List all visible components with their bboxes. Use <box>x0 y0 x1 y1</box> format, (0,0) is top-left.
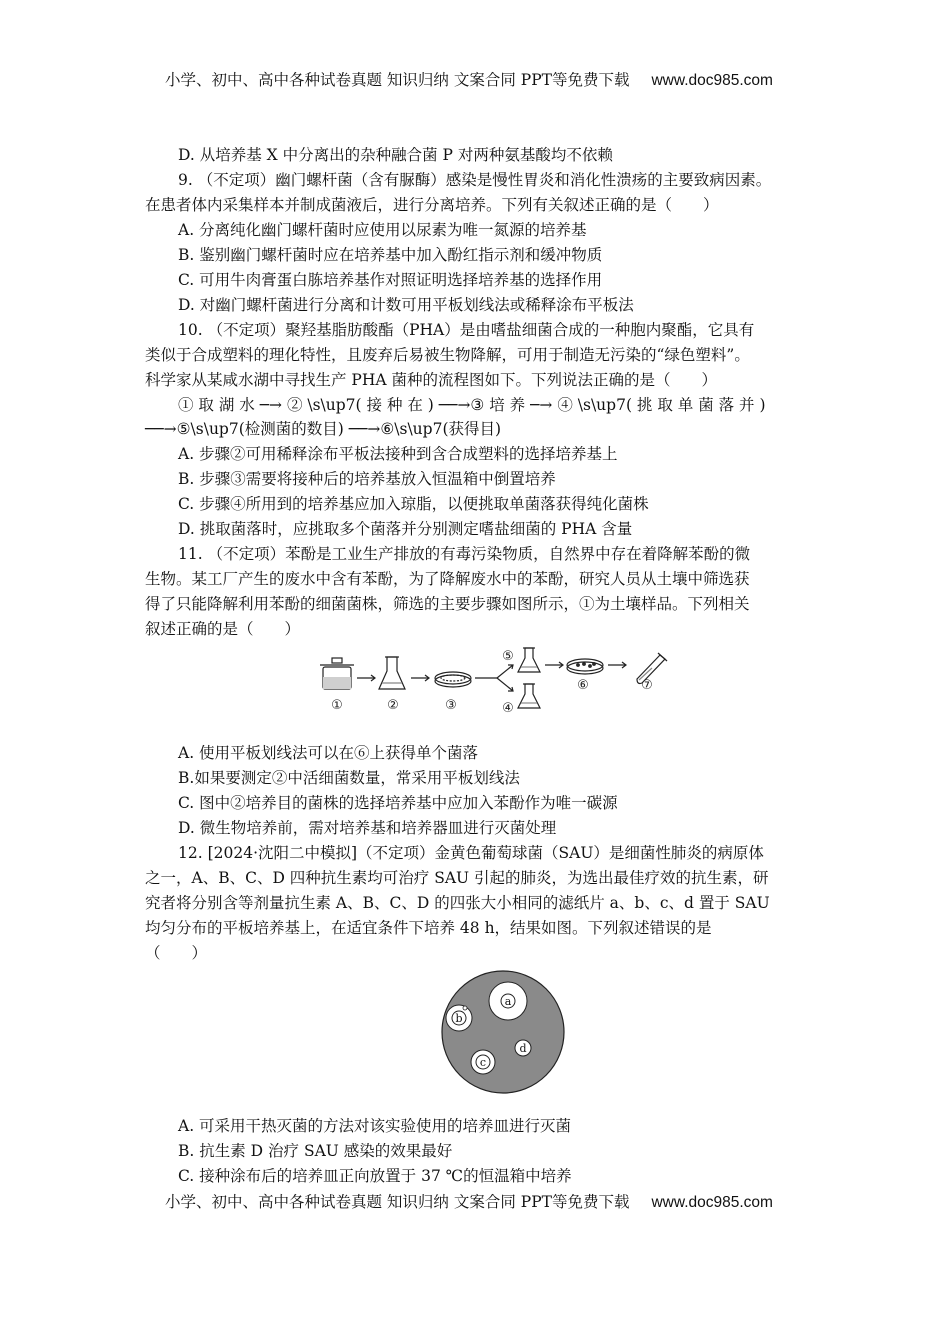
q10-stem-line3: 科学家从某咸水湖中寻找生产 PHA 菌种的流程图如下。下列说法正确的是（ ） <box>145 371 717 389</box>
q12-stem-line1: 12. [2024·沈阳二中模拟]（不定项）金黄色葡萄球菌（SAU）是细菌性肺炎的病原体 <box>178 844 764 862</box>
disc-label-b: b <box>455 1012 463 1025</box>
step-label: ⑥ <box>577 678 589 693</box>
q9-stem-line2: 在患者体内采集样本并制成菌液后，进行分离培养。下列有关叙述正确的是（ ） <box>145 196 719 214</box>
q11-stem-line4: 叙述正确的是（ ） <box>145 620 301 638</box>
q10-option-a: A. 步骤②可用稀释涂布平板法接种到含合成塑料的选择培养基上 <box>178 445 618 463</box>
step-label: ① <box>331 698 343 713</box>
disc-label-c: c <box>479 1056 487 1069</box>
flask-icon <box>518 648 540 672</box>
q12-stem-line3: 究者将分别含等剂量抗生素 A、B、C、D 的四张大小相同的滤纸片 a、b、c、d 置于 SAU <box>145 894 770 912</box>
footer-text: 小学、初中、高中各种试卷真题 知识归纳 文案合同 PPT等免费下载 <box>165 1193 630 1211</box>
q10-stem-line2: 类似于合成塑料的理化特性，且废弃后易被生物降解，可用于制造无污染的“绿色塑料”。 <box>145 346 750 364</box>
footer-url[interactable]: www.doc985.com <box>651 1194 773 1211</box>
header-text: 小学、初中、高中各种试卷真题 知识归纳 文案合同 PPT等免费下载 <box>165 71 630 89</box>
step-label: ③ <box>445 698 457 713</box>
q11-option-d: D. 微生物培养前，需对培养基和培养器皿进行灭菌处理 <box>178 819 557 837</box>
page-header <box>165 68 773 90</box>
q10-stem-line1: 10. （不定项）聚羟基脂肪酸酯（PHA）是由嗜盐细菌合成的一种胞内聚酯，它具有 <box>178 321 755 339</box>
soil-container-icon <box>320 658 354 689</box>
q11-option-b: B.如果要测定②中活细菌数量，常采用平板划线法 <box>178 769 520 787</box>
q10-flow-line2: ──→⑤\s\up7(检测菌的数目) ──→⑥\s\up7(获得目) <box>145 420 502 438</box>
q11-option-a: A. 使用平板划线法可以在⑥上获得单个菌落 <box>178 744 479 762</box>
header-url[interactable]: www.doc985.com <box>651 72 773 89</box>
page-footer <box>165 1190 773 1212</box>
q9-option-b: B. 鉴别幽门螺杆菌时应在培养基中加入酚红指示剂和缓冲物质 <box>178 246 603 264</box>
q12-option-a: A. 可采用干热灭菌的方法对该实验使用的培养皿进行灭菌 <box>178 1117 572 1135</box>
q11-stem-line2: 生物。某工厂产生的废水中含有苯酚，为了降解废水中的苯酚，研究人员从土壤中筛选获 <box>145 570 750 588</box>
step-label: ④ <box>502 701 514 715</box>
q11-stem-line3: 得了只能降解利用苯酚的细菌菌株，筛选的主要步骤如图所示，①为土壤样品。下列相关 <box>145 595 750 613</box>
step-label: ② <box>387 698 399 713</box>
q9-option-a: A. 分离纯化幽门螺杆菌时应使用以尿素为唯一氮源的培养基 <box>178 221 587 239</box>
flask-icon <box>379 657 405 689</box>
disc-label-d: d <box>519 1042 527 1055</box>
q12-stem-line5: （ ） <box>145 944 208 962</box>
q9-option-c: C. 可用牛肉膏蛋白胨培养基作对照证明选择培养基的选择作用 <box>178 271 603 289</box>
disc-label-a: a <box>504 995 512 1008</box>
step-label: ⑤ <box>502 649 514 664</box>
q12-stem-line4: 均匀分布的平板培养基上，在适宜条件下培养 48 h，结果如图。下列叙述错误的是 <box>145 919 712 937</box>
flask-icon <box>518 684 540 708</box>
q9-stem-line1: 9. （不定项）幽门螺杆菌（含有脲酶）感染是慢性胃炎和消化性溃疡的主要致病因素。 <box>178 171 772 189</box>
q12-stem-line2: 之一，A、B、C、D 四种抗生素均可治疗 SAU 引起的肺炎，为选出最佳疗效的抗生素，研 <box>145 869 769 887</box>
step-label: ⑦ <box>641 678 653 693</box>
q9-option-d: D. 对幽门螺杆菌进行分离和计数可用平板划线法或稀释涂布平板法 <box>178 296 634 314</box>
q11-stem-line1: 11. （不定项）苯酚是工业生产排放的有毒污染物质，自然界中存在着降解苯酚的微 <box>178 545 751 563</box>
q10-option-b: B. 步骤③需要将接种后的培养基放入恒温箱中倒置培养 <box>178 470 556 488</box>
petri-dish-icon <box>435 672 471 687</box>
q10-option-c: C. 步骤④所用到的培养基应加入琼脂，以便挑取单菌落获得纯化菌株 <box>178 495 649 513</box>
q12-plate-figure <box>425 968 585 1098</box>
q8-option-d: D. 从培养基 X 中分离出的杂种融合菌 P 对两种氨基酸均不依赖 <box>178 146 613 164</box>
q12-option-c: C. 接种涂布后的培养皿正向放置于 37 ℃的恒温箱中培养 <box>178 1167 572 1185</box>
q11-screening-figure <box>315 645 675 715</box>
q10-option-d: D. 挑取菌落时，应挑取多个菌落并分别测定嗜盐细菌的 PHA 含量 <box>178 520 633 538</box>
q12-option-b: B. 抗生素 D 治疗 SAU 感染的效果最好 <box>178 1142 453 1160</box>
q11-option-c: C. 图中②培养目的菌株的选择培养基中应加入苯酚作为唯一碳源 <box>178 794 618 812</box>
q10-flow-line1: ① 取 湖 水 ─→ ② \s\up7( 接 种 在 ) ──→③ 培 养 ─→ ④ \s\up7( 挑 取 单 菌 落 并 ) <box>178 396 766 414</box>
petri-dish-icon <box>567 659 603 674</box>
